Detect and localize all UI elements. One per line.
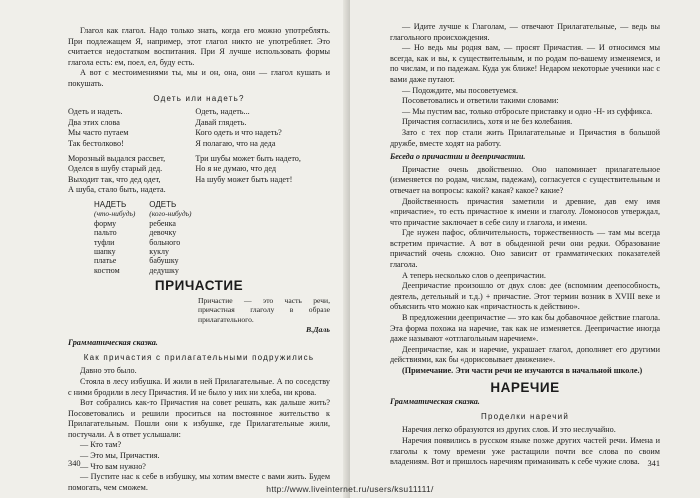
table-cell: ребенка: [149, 218, 176, 228]
note-paragraph: (Примечание. Эти части речи не изучаются в начальной школе.): [402, 366, 643, 375]
table-header: НАДЕТЬ: [94, 199, 127, 209]
story-paragraph: Наречия легко образуются из других слов. И это неслучайно.: [402, 425, 616, 435]
body-paragraph: Деепричастие, как и наречие, украшает глагол, дополняет его другими действиями, как бы «дорисовывает движение».: [390, 344, 660, 365]
poem-line: Одеть, надеть...: [195, 107, 250, 117]
poem-line: А шуба, стало быть, надета.: [68, 185, 166, 195]
poem-line: Три шубы может быть надето,: [195, 153, 301, 163]
table-cell: костюм: [94, 265, 120, 275]
right-page: [350, 0, 700, 498]
story-paragraph: — Но ведь мы родня вам, — просят Причастия. — И относимся мы всегда, как и вы, к существительным, и по родам по-вашему изменяемся, и по числам, и по падежам. Куда уж ближе! Недаром некоторые ученики нас с вами даже путают.: [390, 43, 660, 84]
story-paragraph: — Идите лучше к Глаголам, — отвечают Прилагательные, — ведь вы глагольного происхождения.: [390, 22, 660, 42]
story-paragraph: — Подождите, мы посоветуемся.: [402, 85, 518, 95]
story-title: Проделки наречий: [481, 411, 569, 421]
story-paragraph: — Кто там?: [80, 440, 122, 450]
body-paragraph: Причастие очень двойственно. Оно напоминает прилагательное (изменяется по родам, числам, падежам), согласуется с существительным и отвечает на вопросы: какой? какая? какое? какие?: [390, 164, 660, 195]
table-subheader: (кого-нибудь): [149, 209, 192, 219]
poem-stanza-1: [68, 107, 330, 149]
body-paragraph: А теперь несколько слов о деепричастии.: [402, 270, 546, 280]
poem-line: Но я не думаю, что дед: [195, 164, 277, 174]
story-paragraph: — Что вам нужно?: [80, 461, 146, 471]
epigraph-author: В.Даль: [306, 324, 330, 334]
story-paragraph: Зато с тех пор стали жить Прилагательные и Причастия в большой дружбе, вместе ходят на работу.: [390, 127, 660, 148]
poem-line: Два этих слова: [68, 117, 120, 127]
table-cell: больного: [149, 237, 181, 247]
poem-line: Одеть и надеть.: [68, 107, 123, 117]
declension-table: [94, 200, 205, 275]
poem-line: Мы часто путаем: [68, 128, 129, 138]
story-paragraph: Причастия согласились, хотя и не без колебания.: [402, 117, 573, 127]
poem-line: Так бестолково!: [68, 138, 124, 148]
story-paragraph: Вот собрались как-то Причастия на совет решать, как дальше жить? Посоветовались и решили проситься на постоянное жительство к Прилагательным. Пошли они к избушке, где Прилагательные жили, постучали. А в ответ услышали:: [68, 398, 330, 439]
story-paragraph: Посоветовались и ответили такими словами:: [402, 96, 559, 106]
body-paragraph: Деепричастие произошло от двух слов: дее (вспомним деепособность, деятель, детельный и т.д.) + причастие. Этот термин возник в XVIII веке и объяснить что можно как «причастность к действию».: [390, 281, 660, 312]
watermark-url: http://www.liveinternet.ru/users/ksu11111/: [266, 484, 434, 494]
table-cell: пальто: [94, 228, 117, 238]
story-paragraph: — Мы пустим вас, только отбросьте приставку и одно -Н- из суффикса.: [402, 106, 653, 116]
poem-line: Морозный выдался рассвет,: [68, 153, 166, 163]
body-paragraph: В предложении деепричастие — это как бы добавочное действие глагола. Эта форма похожа на наречие, так как не изменяется. Деепричастие иногда даже называют «отглагольным наречием».: [390, 313, 660, 344]
table-cell: куклу: [149, 246, 169, 256]
epigraph: Причастие — это часть речи, причастная глаголу в образе прилагательного.: [198, 295, 330, 324]
table-cell: туфли: [94, 237, 115, 247]
table-cell: дедушку: [149, 265, 179, 275]
table-cell: бабушку: [149, 256, 179, 266]
section-heading-narechie: НАРЕЧИЕ: [490, 379, 560, 395]
poem-line: Выходит так, что дед одет,: [68, 174, 161, 184]
poem-stanza-2: [68, 154, 330, 196]
poem-line: Давай глядеть.: [195, 117, 247, 127]
intro-paragraph-2: А вот с местоимениями ты, мы и он, она, они — глагол кушать и покушать.: [68, 68, 330, 88]
genre-label: Грамматическая сказка.: [68, 338, 158, 348]
table-cell: форму: [94, 218, 117, 228]
story-paragraph: — Это мы, Причастия.: [80, 451, 160, 461]
poem-line: Кого одеть и что надеть?: [195, 128, 282, 138]
poem-title: Одеть или надеть?: [153, 93, 245, 103]
intro-paragraph-1: Глагол как глагол. Надо только знать, когда его можно употреблять. При подлежащем Я, например, этот глагол никто не употребляет. Это считается недостатком воспитания. При Я лучше использовать формы глагола есть: ем, поел, ел, буду есть.: [68, 26, 330, 67]
poem-line: На шубу может быть надет!: [195, 174, 293, 184]
table-cell: платье: [94, 256, 117, 266]
genre-label: Грамматическая сказка.: [390, 397, 480, 407]
page-number-left: 340: [68, 459, 81, 469]
table-subheader: (что-нибудь): [94, 209, 136, 219]
poem-line: Оделся в шубу старый дед.: [68, 164, 163, 174]
section-heading-prichastie: ПРИЧАСТИЕ: [154, 278, 244, 294]
table-header: ОДЕТЬ: [149, 199, 177, 209]
story-title: Как причастия с прилагательными подружились: [83, 352, 315, 362]
body-paragraph: Двойственность причастия заметили и древние, дав ему имя «причастие», то есть причастное к имени и глаголу. Ломоносов утверждал, что причастие заключает в себе силу и глагола, и имени.: [390, 196, 660, 227]
page-number-right: 341: [647, 459, 660, 469]
story-paragraph: Наречия появились в русском языке позже других частей речи. Имена и глаголы к тому времени уже растащили почти все слова по своим владениям. Вот и пришлось наречиям приманивать к себе чужие слова.: [390, 435, 660, 467]
body-paragraph: Где нужен пафос, обличительность, торжественность — там мы всегда встретим причастие. А вот в обыденной речи они редки. Образование причастий очень сложно. Оно зависит от грамматических показателей глагола.: [390, 228, 660, 270]
story-paragraph: — Пустите нас к себе в избушку, мы хотим вместе с вами жить. Будем помогать, чем сможем.: [68, 472, 330, 492]
story-paragraph: Давно это было.: [80, 366, 137, 376]
conversation-title: Беседа о причастии и деепричастии.: [390, 152, 526, 162]
table-cell: девочку: [149, 228, 177, 238]
story-paragraph: Стояла в лесу избушка. И жили в ней Прилагательные. А по соседству с ними бродили в лесу Причастия. И не было у них ни хлеба, ни крова.: [68, 376, 330, 397]
table-cell: шапку: [94, 246, 116, 256]
poem-line: Я полагаю, что на деда: [195, 138, 276, 148]
